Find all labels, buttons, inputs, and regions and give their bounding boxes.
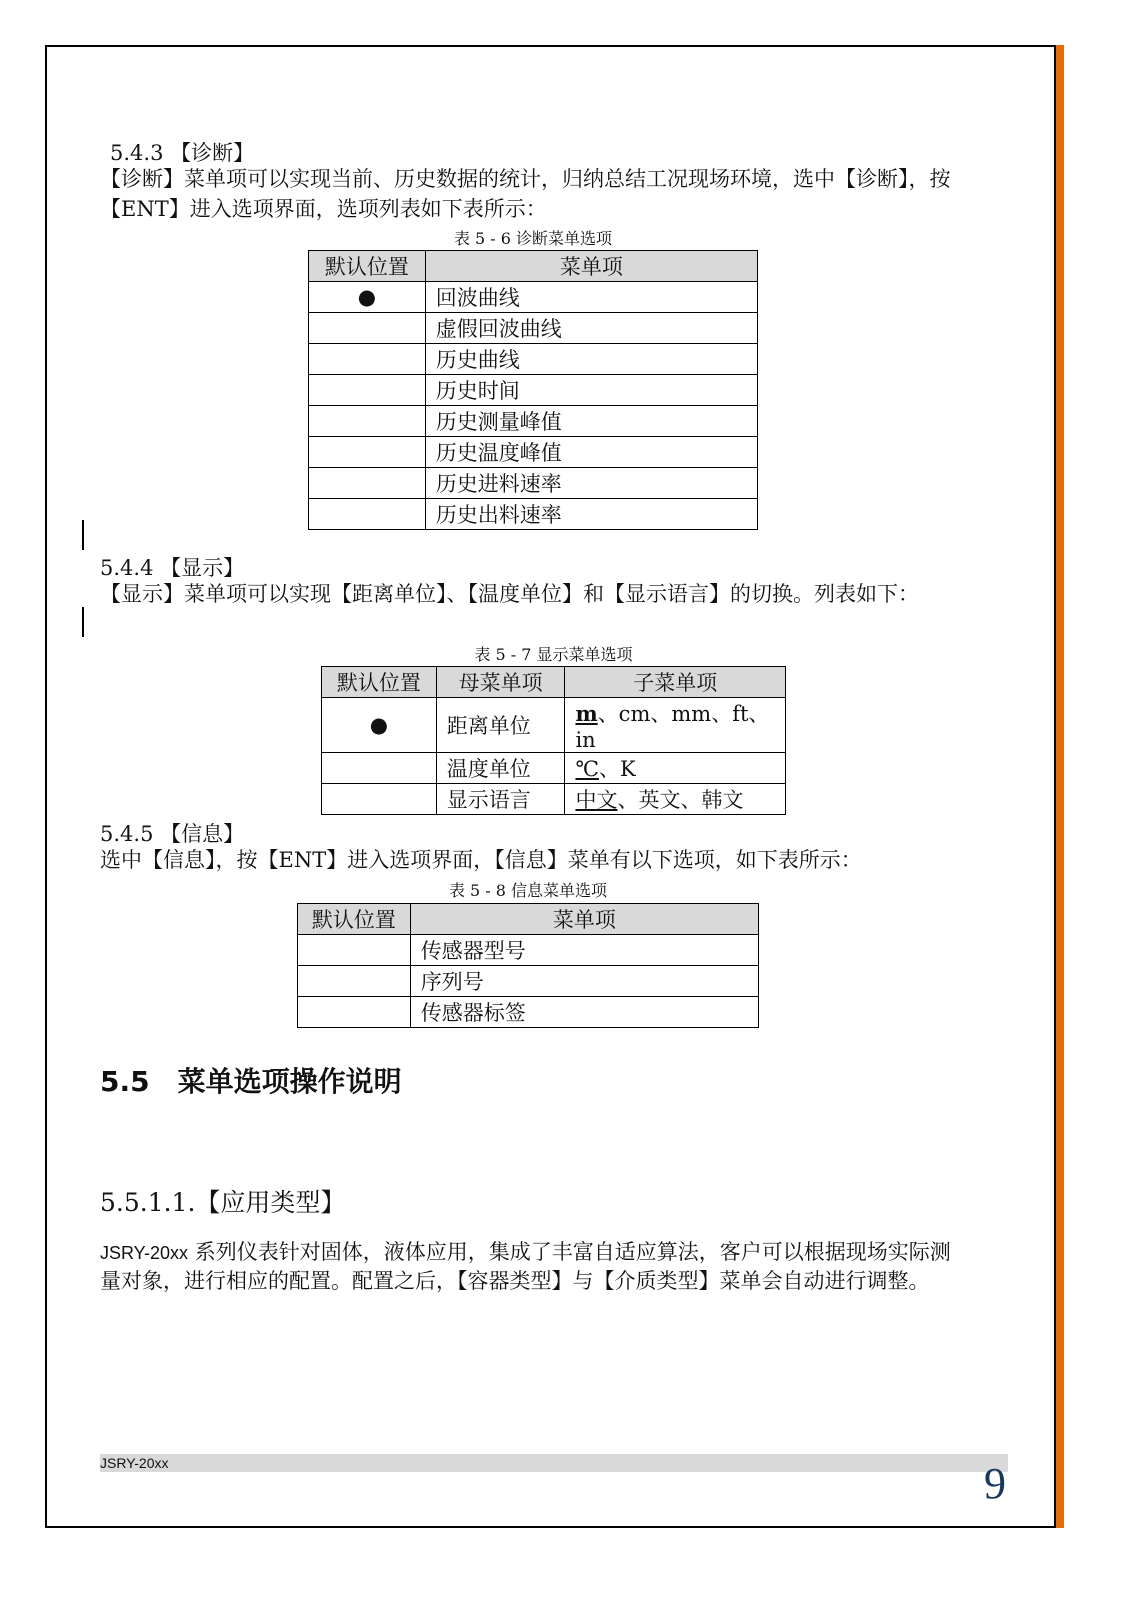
- default-marker: [309, 437, 426, 468]
- default-marker: [298, 966, 411, 997]
- default-marker: [298, 935, 411, 966]
- footer-model: JSRY-20xx: [100, 1455, 169, 1471]
- page-number: 9: [984, 1459, 1006, 1508]
- default-marker: [322, 784, 437, 815]
- header-menu-item: 菜单项: [410, 904, 758, 935]
- other-options: 、K: [598, 757, 636, 781]
- paragraph-line: 量对象，进行相应的配置。配置之后，【容器类型】与【介质类型】菜单会自动进行调整。: [100, 1269, 930, 1293]
- paragraph-line: 【诊断】菜单项可以实现当前、历史数据的统计，归纳总结工况现场环境，选中【诊断】，按: [100, 167, 951, 191]
- display-menu-table: [321, 666, 786, 815]
- table-row: [298, 997, 759, 1028]
- table-header-row: [322, 667, 786, 698]
- table-caption: 表 5 - 8 信息菜单选项: [448, 881, 608, 900]
- default-marker: [322, 753, 437, 784]
- sub-menu-options: [565, 753, 786, 784]
- table-row: [309, 468, 758, 499]
- table-row: [322, 784, 786, 815]
- menu-item: 历史测量峰值: [425, 406, 757, 437]
- default-option: ℃: [575, 757, 599, 781]
- paragraph-line: [100, 1237, 951, 1268]
- table-header-row: [309, 251, 758, 282]
- orange-side-bar: [1056, 45, 1064, 1528]
- default-marker: [298, 997, 411, 1028]
- header-default-position: 默认位置: [309, 251, 426, 282]
- model-name: JSRY-20xx: [100, 1243, 189, 1263]
- header-default-position: 默认位置: [298, 904, 411, 935]
- header-menu-item: 菜单项: [425, 251, 757, 282]
- change-bar: [82, 607, 84, 637]
- table-row: [298, 935, 759, 966]
- section-heading-5-5-1-1: 5.5.1.1.【应用类型】: [100, 1188, 346, 1217]
- table-row: [298, 966, 759, 997]
- table-caption: 表 5 - 7 显示菜单选项: [474, 645, 633, 664]
- default-marker: ●: [309, 282, 426, 313]
- default-marker: [309, 344, 426, 375]
- menu-item: 虚假回波曲线: [425, 313, 757, 344]
- section-heading-5-5: 5.5 菜单选项操作说明: [100, 1065, 402, 1098]
- default-marker: ●: [322, 698, 437, 753]
- menu-item: 历史曲线: [425, 344, 757, 375]
- menu-item: 历史出料速率: [425, 499, 757, 530]
- table-header-row: [298, 904, 759, 935]
- table-row: [309, 344, 758, 375]
- change-bar: [82, 520, 84, 550]
- default-option: m: [575, 701, 598, 726]
- default-marker: [309, 375, 426, 406]
- header-parent-menu: 母菜单项: [436, 667, 565, 698]
- table-row: [309, 437, 758, 468]
- menu-item: 传感器标签: [410, 997, 758, 1028]
- table-caption: 表 5 - 6 诊断菜单选项: [453, 229, 613, 248]
- info-menu-table: [297, 903, 759, 1028]
- menu-item: 历史时间: [425, 375, 757, 406]
- header-default-position: 默认位置: [322, 667, 437, 698]
- table-row: [309, 282, 758, 313]
- section-heading-5-4-5: 5.4.5 【信息】: [100, 822, 245, 846]
- footer-bar: [100, 1454, 1008, 1472]
- section-heading-5-4-4: 5.4.4 【显示】: [100, 556, 245, 580]
- default-marker: [309, 406, 426, 437]
- default-marker: [309, 313, 426, 344]
- paragraph-line: 【ENT】进入选项界面，选项列表如下表所示：: [100, 197, 547, 221]
- parent-menu-item: 温度单位: [436, 753, 565, 784]
- diagnosis-menu-table: [308, 250, 758, 530]
- paragraph-text: 系列仪表针对固体，液体应用，集成了丰富自适应算法，客户可以根据现场实际测: [188, 1240, 951, 1264]
- menu-item: 序列号: [410, 966, 758, 997]
- paragraph-line: 选中【信息】，按【ENT】进入选项界面，【信息】菜单有以下选项，如下表所示：: [100, 848, 862, 872]
- table-row: [309, 313, 758, 344]
- parent-menu-item: 距离单位: [436, 698, 565, 753]
- menu-item: 回波曲线: [425, 282, 757, 313]
- sub-menu-options: [565, 698, 786, 753]
- default-marker: [309, 499, 426, 530]
- menu-item: 历史温度峰值: [425, 437, 757, 468]
- table-row: [309, 499, 758, 530]
- header-sub-menu: 子菜单项: [565, 667, 786, 698]
- menu-item: 历史进料速率: [425, 468, 757, 499]
- parent-menu-item: 显示语言: [436, 784, 565, 815]
- table-row: [309, 375, 758, 406]
- default-option: 中文: [575, 788, 618, 812]
- other-options: 、英文、韩文: [617, 788, 744, 812]
- other-options: 、cm、mm、ft、in: [575, 702, 770, 752]
- table-row: [322, 698, 786, 753]
- default-marker: [309, 468, 426, 499]
- section-heading-5-4-3: 5.4.3 【诊断】: [110, 141, 255, 165]
- menu-item: 传感器型号: [410, 935, 758, 966]
- table-row: [322, 753, 786, 784]
- sub-menu-options: [565, 784, 786, 815]
- table-row: [309, 406, 758, 437]
- paragraph-line: 【显示】菜单项可以实现【距离单位】、【温度单位】和【显示语言】的切换。列表如下：: [100, 582, 919, 606]
